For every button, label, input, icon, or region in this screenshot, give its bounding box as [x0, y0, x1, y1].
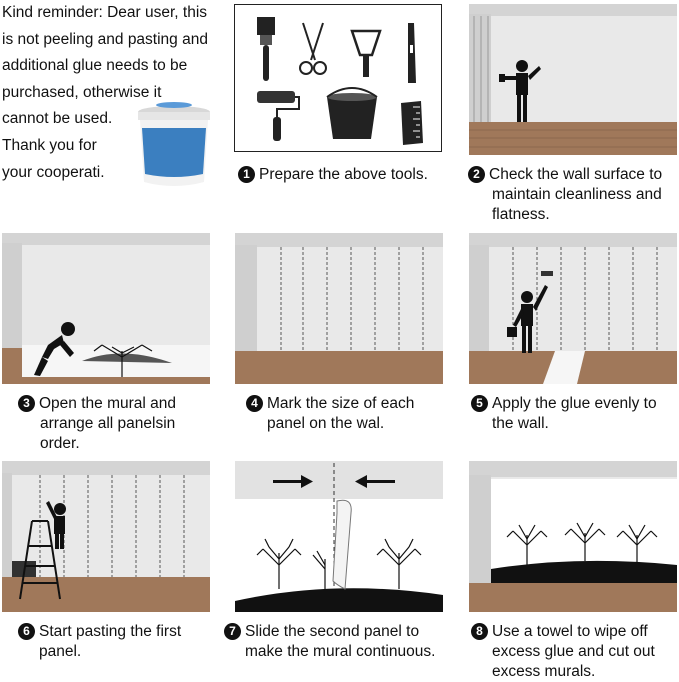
caption-line: Mark the size of each — [267, 395, 415, 412]
step-number-badge: 4 — [246, 395, 263, 412]
step5-room-image — [469, 233, 677, 384]
step-4-caption — [246, 394, 414, 434]
brush-icon — [257, 17, 275, 81]
reminder-line: additional glue needs to be — [2, 57, 188, 75]
caption-line: flatness. — [492, 206, 550, 223]
reminder-line: Kind reminder: Dear user, this — [2, 4, 208, 21]
step2-room-image — [469, 4, 677, 155]
step8-room-image — [469, 461, 677, 612]
step-number-badge: 2 — [468, 166, 485, 183]
step-8-caption — [471, 622, 655, 682]
glue-bucket-icon — [134, 100, 214, 190]
step3-room-image — [2, 233, 210, 384]
scraper-icon — [352, 31, 380, 77]
reminder-line: cannot be used. — [2, 110, 113, 128]
step-number-badge: 5 — [471, 395, 488, 412]
ruler-icon — [401, 101, 423, 145]
step7-mural-image — [235, 461, 443, 612]
caption-line: Check the wall surface to — [489, 166, 663, 183]
step4-room-image — [235, 233, 443, 384]
reminder-line: your cooperati. — [2, 163, 105, 181]
caption-line: Open the mural and — [39, 395, 177, 412]
scissors-icon — [300, 23, 326, 74]
caption-line: excess murals. — [492, 663, 596, 680]
step-5-caption — [471, 394, 657, 434]
caption-line: the wall. — [492, 415, 549, 432]
step-number-badge: 6 — [18, 623, 35, 640]
caption-line: Use a towel to wipe off — [492, 623, 648, 640]
caption-line: Slide the second panel to — [245, 623, 420, 640]
caption-line: excess glue and cut out — [492, 643, 655, 660]
paint-roller-icon — [257, 91, 299, 141]
step-2-caption — [468, 165, 662, 225]
step-number-badge: 3 — [18, 395, 35, 412]
step-3-caption — [18, 394, 176, 454]
reminder-line: Thank you for — [2, 136, 97, 154]
step-1-caption — [238, 165, 428, 185]
caption-line: arrange all panelsin — [40, 415, 176, 432]
reminder-line: purchased, otherwise it — [2, 83, 162, 101]
utility-knife-icon — [408, 23, 416, 83]
caption-line: order. — [40, 435, 80, 452]
caption-line: Apply the glue evenly to — [492, 395, 657, 412]
caption-line: make the mural continuous. — [245, 643, 436, 660]
step-number-badge: 1 — [238, 166, 255, 183]
bucket-icon — [327, 88, 377, 139]
caption-line: Prepare the above tools. — [259, 166, 428, 183]
caption-line: maintain cleanliness and — [492, 186, 662, 203]
step-number-badge: 7 — [224, 623, 241, 640]
step-6-caption — [18, 622, 181, 662]
caption-line: panel on the wal. — [267, 415, 385, 432]
step-7-caption — [224, 622, 435, 662]
reminder-line: is not peeling and pasting and — [2, 30, 208, 48]
caption-line: panel. — [39, 643, 82, 660]
step6-room-image — [2, 461, 210, 612]
step-number-badge: 8 — [471, 623, 488, 640]
caption-line: Start pasting the first — [39, 623, 182, 640]
tools-box — [234, 4, 442, 152]
